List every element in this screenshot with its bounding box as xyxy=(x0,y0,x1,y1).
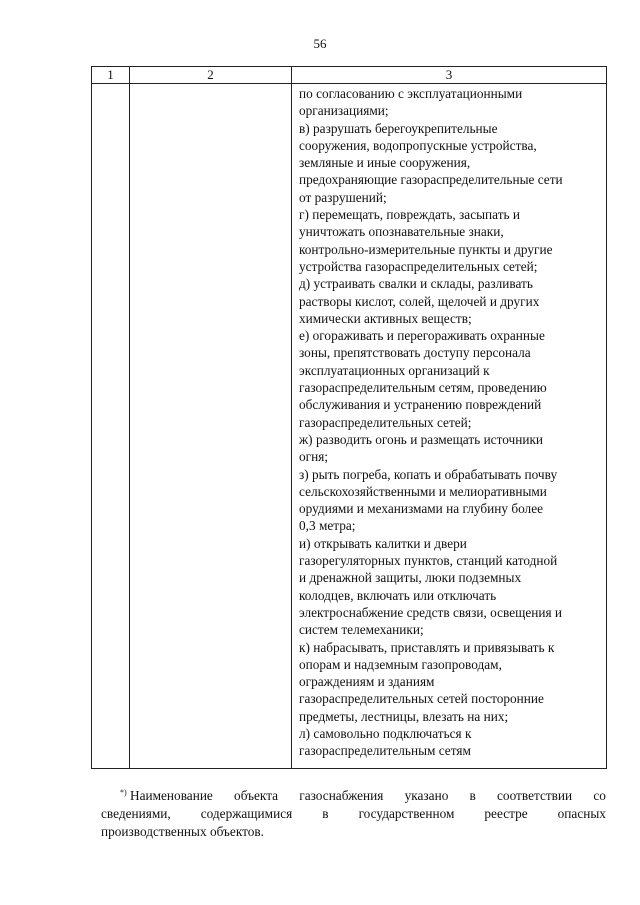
text-line: е) огораживать и перегораживать охранные xyxy=(299,328,545,344)
text-line: в) разрушать берегоукрепительные xyxy=(299,120,498,136)
text-line: газораспределительных сетей; xyxy=(299,414,472,430)
text-line: опорам и надземным газопроводам, xyxy=(299,656,502,672)
text-line: эксплуатационных организаций к xyxy=(299,362,490,378)
text-line: предметы, лестницы, влезать на них; xyxy=(299,708,509,724)
table-header-row xyxy=(92,67,607,84)
text-line: по согласованию с эксплуатационными xyxy=(299,86,523,101)
text-line: предохраняющие газораспределительные сети xyxy=(299,172,563,188)
text-line: систем телемеханики; xyxy=(299,622,424,638)
text-line: 0,3 метра; xyxy=(299,518,356,534)
footnote-word: реестре xyxy=(484,806,528,821)
text-line: огня; xyxy=(299,449,329,465)
footnote-word: объекта xyxy=(234,788,279,803)
table-row xyxy=(92,84,607,769)
table-cell-col3 xyxy=(292,84,607,769)
text-line: земляные и иные сооружения, xyxy=(299,155,471,171)
text-line: газораспределительных сетей посторонние xyxy=(299,691,544,707)
footnote-first-word xyxy=(120,787,213,805)
footnote-word: сведениями, xyxy=(101,806,171,821)
text-line: л) самовольно подключаться к xyxy=(299,725,472,741)
column-header-3: 3 xyxy=(292,67,607,84)
page-number: 56 xyxy=(313,36,327,51)
text-line: ж) разводить огонь и размещать источники xyxy=(299,431,544,447)
text-line: д) устраивать свалки и склады, разливать xyxy=(299,276,533,292)
footnote-line-1 xyxy=(101,787,606,805)
footnote-word: государственном xyxy=(358,806,455,821)
footnote-line-2 xyxy=(101,805,606,823)
footnote-word: содержащимися xyxy=(200,806,293,821)
text-line: г) перемещать, повреждать, засыпать и xyxy=(299,207,521,223)
text-line: газораспределительным сетям, проведению xyxy=(299,380,547,396)
text-line: растворы кислот, солей, щелочей и других xyxy=(299,293,540,309)
text-line: обслуживания и устранению повреждений xyxy=(299,397,542,413)
table-cell-col2 xyxy=(130,84,292,769)
text-line: газораспределительным сетям xyxy=(299,743,471,759)
text-line: уничтожать опознавательные знаки, xyxy=(299,224,504,240)
text-line: сельскохозяйственными и мелиоративными xyxy=(299,483,547,499)
footnote-marker: *) xyxy=(120,788,127,797)
footnote-word: со xyxy=(593,788,606,803)
text-line: и дренажной защиты, люки подземных xyxy=(299,570,522,586)
footnote-word: опасных xyxy=(557,806,606,821)
column-header-2: 2 xyxy=(130,67,292,84)
restrictions-text xyxy=(292,84,606,760)
text-line: газорегуляторных пунктов, станций катодной xyxy=(299,553,558,569)
footnote-word: в xyxy=(469,788,476,803)
text-line: зоны, препятствовать доступу персонала xyxy=(299,345,531,361)
text-line: электроснабжение средств связи, освещения и xyxy=(299,604,563,620)
text-line: и) открывать калитки и двери xyxy=(299,535,467,551)
text-line: з) рыть погреба, копать и обрабатывать почву xyxy=(299,466,558,482)
text-line: устройства газораспределительных сетей; xyxy=(299,258,538,274)
text-line: сооружения, водопропускные устройства, xyxy=(299,137,537,153)
footnote-word: указано xyxy=(404,788,449,803)
column-header-1: 1 xyxy=(92,67,130,84)
footnote-word: в xyxy=(322,806,329,821)
text-line: к) набрасывать, приставлять и привязывать к xyxy=(299,639,555,655)
text-line: орудиями и механизмами на глубину более xyxy=(299,501,543,517)
text-line: от разрушений; xyxy=(299,189,387,205)
text-line: организациями; xyxy=(299,103,389,119)
table-cell-col1 xyxy=(92,84,130,769)
text-line: ограждениям и зданиям xyxy=(299,674,435,690)
footnote xyxy=(101,787,606,841)
footnote-word: газоснабжения xyxy=(299,788,384,803)
content-table xyxy=(91,66,607,769)
text-line: химически активных веществ; xyxy=(299,310,472,326)
footnote-line-3: производственных объектов. xyxy=(101,824,264,839)
text-line: контрольно-измерительные пункты и другие xyxy=(299,241,553,257)
footnote-word: соответствии xyxy=(497,788,573,803)
footnote-word: Наименование xyxy=(130,788,213,803)
text-line: колодцев, включать или отключать xyxy=(299,587,497,603)
